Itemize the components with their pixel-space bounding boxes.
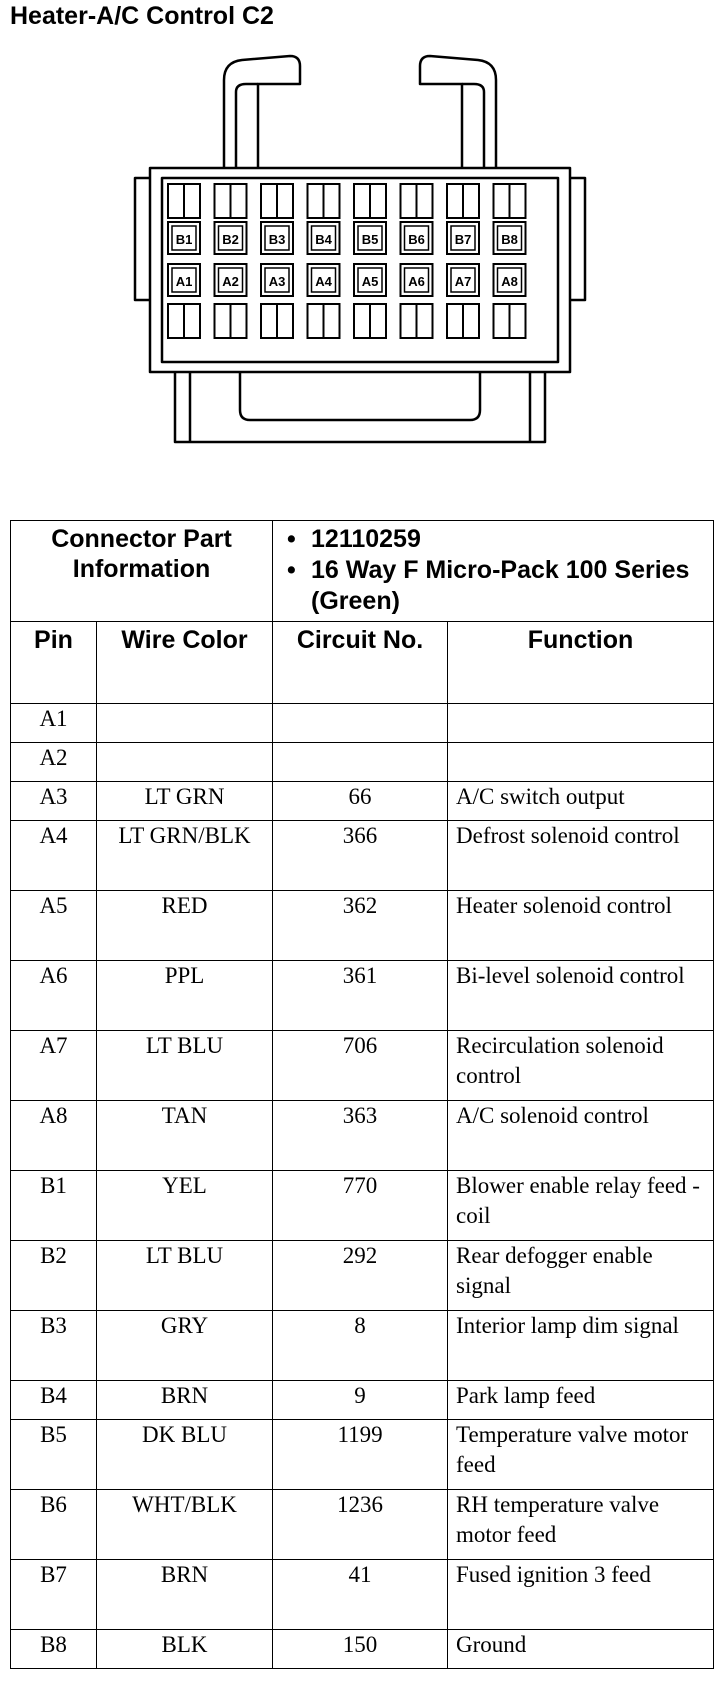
wire-color-cell: YEL	[97, 1171, 273, 1241]
table-row	[11, 961, 714, 1031]
pin-a8	[494, 264, 526, 296]
connector-bottom-terminals	[168, 304, 526, 338]
pin-a5	[354, 264, 386, 296]
table-row	[11, 1630, 714, 1669]
pin-cell: B5	[11, 1420, 97, 1490]
pin-a1	[168, 264, 200, 296]
part-info-row	[11, 521, 714, 622]
pin-cell: A3	[11, 782, 97, 821]
pin-cell: A4	[11, 821, 97, 891]
connector-bottom-key	[240, 372, 480, 420]
circuit-cell: 1236	[273, 1490, 448, 1560]
pin-a4	[308, 264, 340, 296]
wire-color-cell: LT BLU	[97, 1031, 273, 1101]
pin-b5	[354, 222, 386, 254]
pin-a2	[215, 264, 247, 296]
circuit-cell: 362	[273, 891, 448, 961]
table-row	[11, 1420, 714, 1490]
pin-label: A4	[315, 274, 332, 289]
function-cell: Heater solenoid control	[448, 891, 714, 961]
wire-color-cell: BRN	[97, 1560, 273, 1630]
pin-a6	[401, 264, 433, 296]
function-cell: Blower enable relay feed - coil	[448, 1171, 714, 1241]
part-description: • 16 Way F Micro-Pack 100 Series (Green)	[311, 555, 707, 617]
pin-cell: A1	[11, 704, 97, 743]
connector-diagram	[0, 0, 720, 450]
wire-color-cell: BRN	[97, 1381, 273, 1420]
pin-label: B3	[268, 232, 286, 247]
table-row	[11, 704, 714, 743]
wire-color-cell	[97, 704, 273, 743]
circuit-cell: 706	[273, 1031, 448, 1101]
function-cell: A/C solenoid control	[448, 1101, 714, 1171]
pin-b2	[215, 222, 247, 254]
connector-info-table	[10, 520, 714, 1669]
function-cell	[448, 704, 714, 743]
circuit-cell: 8	[273, 1311, 448, 1381]
pin-cell: B8	[11, 1630, 97, 1669]
table-row	[11, 891, 714, 961]
circuit-cell: 366	[273, 821, 448, 891]
connector-body	[150, 168, 570, 372]
function-cell: Ground	[448, 1630, 714, 1669]
pin-b7	[447, 222, 479, 254]
table-row	[11, 782, 714, 821]
pin-cell: B4	[11, 1381, 97, 1420]
pin-cell: B3	[11, 1311, 97, 1381]
pin-cell: B2	[11, 1241, 97, 1311]
pin-cell: A2	[11, 743, 97, 782]
wire-color-cell: BLK	[97, 1630, 273, 1669]
function-cell: Rear defogger enable signal	[448, 1241, 714, 1311]
pin-b6	[401, 222, 433, 254]
pin-label: A6	[408, 274, 425, 289]
header-wire-color: Wire Color	[97, 622, 273, 704]
pin-cell: B7	[11, 1560, 97, 1630]
circuit-cell: 292	[273, 1241, 448, 1311]
pin-label: B8	[501, 232, 518, 247]
circuit-cell: 1199	[273, 1420, 448, 1490]
pin-label: A1	[175, 274, 193, 289]
circuit-cell: 770	[273, 1171, 448, 1241]
table-row	[11, 1490, 714, 1560]
wire-color-cell: LT GRN/BLK	[97, 821, 273, 891]
wire-color-cell: GRY	[97, 1311, 273, 1381]
part-info-values	[273, 521, 714, 622]
part-info-label: Connector Part Information	[11, 521, 273, 622]
column-header-row	[11, 622, 714, 704]
table-row	[11, 821, 714, 891]
header-pin: Pin	[11, 622, 97, 704]
connector-a-row	[168, 264, 526, 296]
wire-color-cell: DK BLU	[97, 1420, 273, 1490]
connector-top-terminals	[168, 184, 526, 218]
circuit-cell: 361	[273, 961, 448, 1031]
function-cell: A/C switch output	[448, 782, 714, 821]
wire-color-cell	[97, 743, 273, 782]
function-cell: Bi-level solenoid control	[448, 961, 714, 1031]
function-cell: Park lamp feed	[448, 1381, 714, 1420]
circuit-cell: 9	[273, 1381, 448, 1420]
pin-label: B6	[408, 232, 425, 247]
pin-label: B7	[454, 232, 472, 247]
table-row	[11, 1241, 714, 1311]
function-cell: RH temperature valve motor feed	[448, 1490, 714, 1560]
pin-cell: A8	[11, 1101, 97, 1171]
pin-b8	[494, 222, 526, 254]
pin-rows	[11, 704, 714, 1669]
part-number: • 12110259	[311, 524, 707, 555]
table-row	[11, 1381, 714, 1420]
pin-label: A2	[222, 274, 239, 289]
wire-color-cell: TAN	[97, 1101, 273, 1171]
wire-color-cell: PPL	[97, 961, 273, 1031]
function-cell	[448, 743, 714, 782]
circuit-cell: 363	[273, 1101, 448, 1171]
table-row	[11, 1560, 714, 1630]
table-row	[11, 1031, 714, 1101]
table-row	[11, 1101, 714, 1171]
pin-label: A3	[268, 274, 286, 289]
pin-cell: B1	[11, 1171, 97, 1241]
connector-b-row	[168, 222, 526, 254]
function-cell: Temperature valve motor feed	[448, 1420, 714, 1490]
pin-label: B5	[361, 232, 379, 247]
function-cell: Defrost solenoid control	[448, 821, 714, 891]
pin-b4	[308, 222, 340, 254]
pin-cell: B6	[11, 1490, 97, 1560]
circuit-cell	[273, 704, 448, 743]
table-row	[11, 1171, 714, 1241]
pin-label: A5	[361, 274, 379, 289]
header-function: Function	[448, 622, 714, 704]
circuit-cell: 66	[273, 782, 448, 821]
page-title: Heater-A/C Control C2	[10, 2, 274, 30]
circuit-cell: 41	[273, 1560, 448, 1630]
header-circuit-no: Circuit No.	[273, 622, 448, 704]
function-cell: Interior lamp dim signal	[448, 1311, 714, 1381]
pin-cell: A7	[11, 1031, 97, 1101]
function-cell: Fused ignition 3 feed	[448, 1560, 714, 1630]
circuit-cell: 150	[273, 1630, 448, 1669]
pin-a3	[261, 264, 293, 296]
pin-b3	[261, 222, 293, 254]
pin-label: A8	[501, 274, 518, 289]
pin-label: B1	[175, 232, 193, 247]
table-row	[11, 1311, 714, 1381]
pin-label: B2	[222, 232, 239, 247]
pin-cell: A6	[11, 961, 97, 1031]
wire-color-cell: RED	[97, 891, 273, 961]
pin-label: A7	[454, 274, 472, 289]
function-cell: Recirculation solenoid control	[448, 1031, 714, 1101]
pin-b1	[168, 222, 200, 254]
wire-color-cell: WHT/BLK	[97, 1490, 273, 1560]
circuit-cell	[273, 743, 448, 782]
table-row	[11, 743, 714, 782]
pin-cell: A5	[11, 891, 97, 961]
wire-color-cell: LT GRN	[97, 782, 273, 821]
wire-color-cell: LT BLU	[97, 1241, 273, 1311]
pin-a7	[447, 264, 479, 296]
pin-label: B4	[315, 232, 332, 247]
